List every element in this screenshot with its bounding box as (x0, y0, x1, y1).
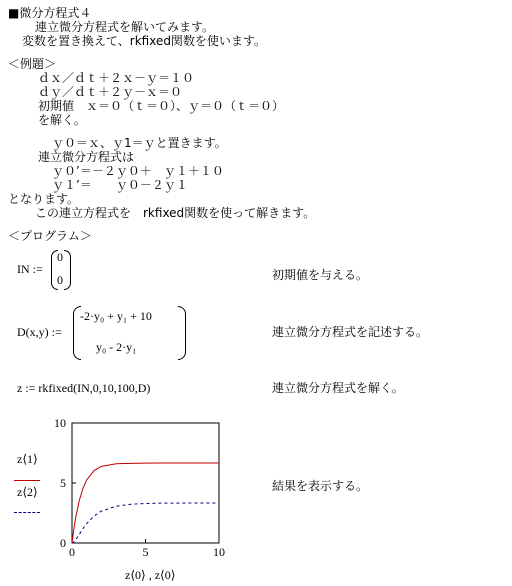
program-header: ＜プログラム＞ (8, 229, 92, 243)
intro-line-2: 変数を置き換えて、rkfixed関数を使います。 (22, 34, 266, 48)
y-tick-label: 10 (54, 416, 66, 430)
x-tick-label: 10 (213, 545, 225, 559)
x-tick-label: 0 (69, 545, 75, 559)
y-tick-label: 0 (60, 536, 66, 550)
equation-2: ｄｙ／ｄｔ＋２ｙ－ｘ＝０ (38, 85, 183, 99)
in-comment: 初期値を与える。 (272, 268, 369, 282)
system-equation-2: ｙ１’＝ ｙ０－２ｙ１ (52, 178, 188, 192)
plot-comment: 結果を表示する。 (272, 479, 369, 493)
d-row-1: -2·y₀ + y₁ + 10 (80, 309, 152, 323)
z-comment: 連立微分方程式を解く。 (272, 381, 404, 395)
x-axis-label: z⟨0⟩ , z⟨0⟩ (125, 568, 176, 582)
intro-line-1: 連立微分方程式を解いてみます。 (35, 20, 215, 34)
legend-line-series-1 (14, 480, 40, 481)
becomes-text: となります。 (8, 192, 80, 206)
y-series-label-1: z⟨1⟩ (17, 452, 38, 466)
legend-line-series-2 (14, 512, 40, 513)
solve-text: を解く。 (38, 113, 86, 127)
equation-1: ｄｘ／ｄｔ＋２ｘ－ｙ＝１０ (38, 71, 195, 85)
d-definition-lhs: D(x,y) := (17, 325, 62, 339)
y-series-label-2: z⟨2⟩ (17, 485, 38, 499)
in-value-1: 0 (57, 273, 63, 287)
example-header: ＜例題＞ (8, 57, 57, 71)
series-line-2 (72, 503, 219, 543)
y-tick-label: 5 (60, 476, 66, 490)
z-definition: z := rkfixed(IN,0,10,100,D) (17, 381, 151, 395)
initial-conditions: 初期値 ｘ＝０（ｔ＝０）、ｙ＝０（ｔ＝０） (38, 99, 285, 113)
substitution-text: ｙ０＝ｘ、ｙ1＝ｙと置きます。 (52, 136, 227, 150)
x-tick-label: 5 (142, 545, 149, 559)
solution-plot (0, 414, 260, 584)
system-equation-1: ｙ０’＝－２ｙ０＋ ｙ１＋１０ (52, 164, 224, 178)
system-intro: 連立微分方程式は (38, 150, 135, 164)
d-row-2: y₀ - 2·y₁ (96, 340, 137, 354)
plot-frame (72, 423, 219, 543)
section-heading: ■微分方程式４ (8, 6, 92, 20)
d-right-paren (178, 306, 186, 360)
d-comment: 連立微分方程式を記述する。 (272, 325, 429, 339)
rkfixed-usage-text: この連立方程式を rkfixed関数を使って解きます。 (35, 206, 316, 220)
in-definition-lhs: IN := (17, 262, 43, 276)
in-right-paren (64, 250, 71, 290)
in-value-0: 0 (57, 250, 63, 264)
